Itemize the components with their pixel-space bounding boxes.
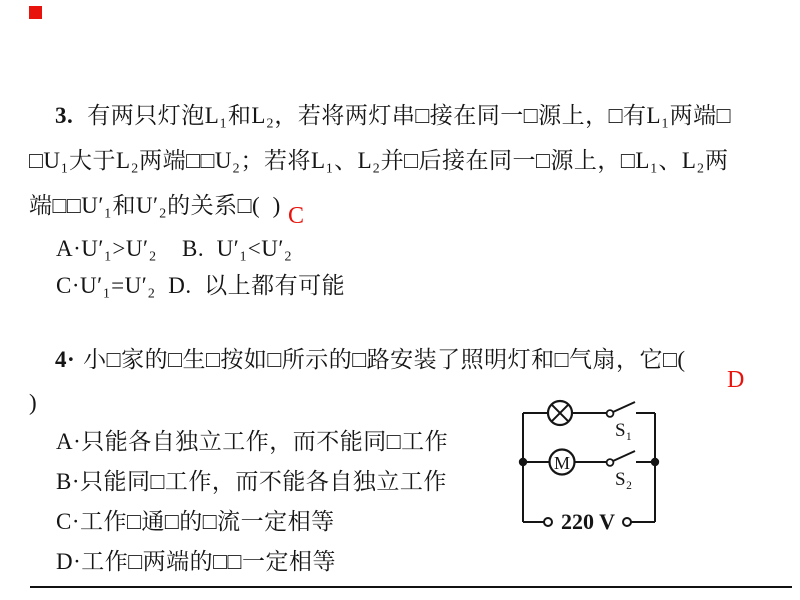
question3-line1 (55, 101, 731, 131)
footer-rule (30, 586, 792, 588)
question3-options-cd: C·U′₁=U′₂ D. 以上都有可能 (56, 273, 346, 298)
terminal-left (544, 518, 552, 526)
terminal-right (623, 518, 631, 526)
question3-line1-text: 有两只灯泡L₁和L₂，若将两灯串□接在同一□源上，□有L₁两端□ (87, 103, 732, 128)
question4-option-b: B·只能同□工作，而不能各自独立工作 (56, 469, 447, 494)
question4-answer: D (727, 367, 745, 393)
question3-line3: 端□□U′₁和U′₂的关系□( ) (29, 193, 281, 218)
junction-dot-right (651, 458, 659, 466)
switch2-pivot (607, 459, 614, 466)
circuit-diagram (508, 393, 670, 535)
question4-option-a: A·只能各自独立工作，而不能同□工作 (56, 429, 449, 454)
switch1-blade (613, 402, 635, 412)
corner-accent-square (29, 6, 42, 19)
question3-line2: □U₁大于L₂两端□□U₂；若将L₁、L₂并□后接在同一□源上，□L₁、L₂两 (29, 148, 729, 173)
question3-answer: C (288, 203, 305, 229)
question4-line1-close-paren: ) (29, 390, 38, 415)
switch1-label: S₁ (615, 420, 633, 441)
motor-label: M (553, 453, 571, 473)
question4-number: 4· (55, 347, 76, 372)
question4-option-c: C·工作□通□的□流一定相等 (56, 509, 335, 534)
voltage-label: 220 V (561, 509, 615, 534)
switch2-blade (613, 451, 635, 461)
question3-options-ab: A·U′₁>U′₂ B. U′₁<U′₂ (56, 236, 293, 261)
question4-option-d: D·工作□两端的□□一定相等 (56, 549, 336, 574)
question4-line1-text: 小□家的□生□按如□所示的□路安装了照明灯和□气扇，它□( (83, 347, 686, 372)
question3-number: 3. (55, 103, 74, 128)
question4-line1 (55, 345, 686, 375)
switch1-pivot (607, 410, 614, 417)
switch2-label: S₂ (615, 469, 633, 490)
